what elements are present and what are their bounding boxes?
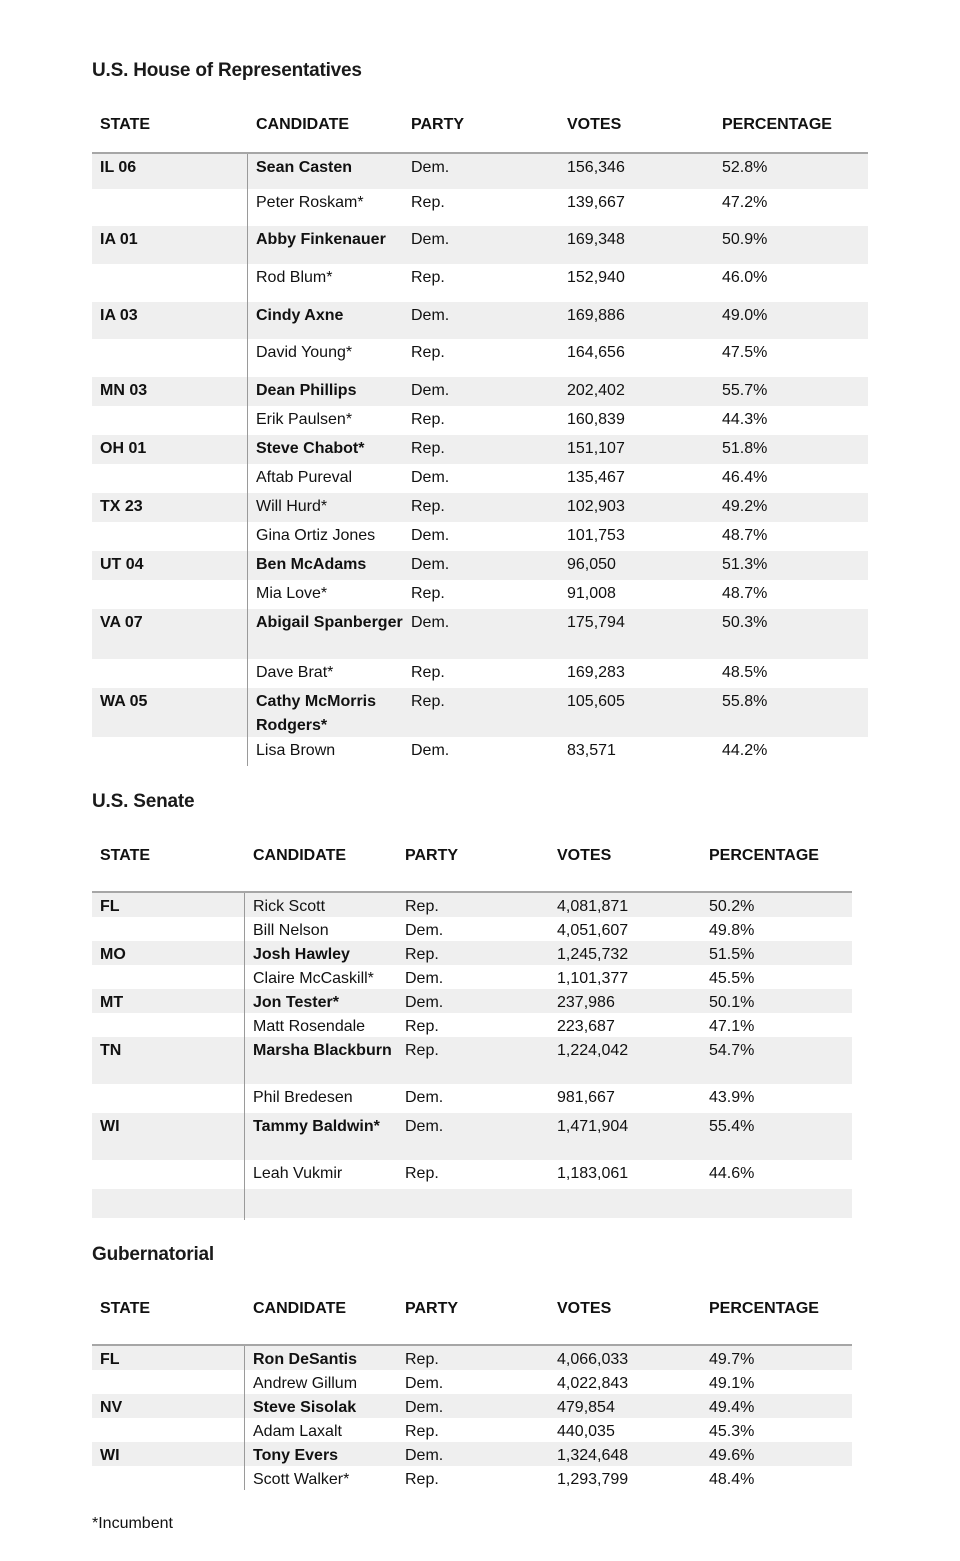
header-votes: VOTES [557,1300,612,1317]
party-cell: Rep. [405,946,439,963]
percentage-cell: 50.9% [722,231,768,248]
party-cell: Rep. [405,1018,439,1035]
party-cell: Rep. [405,1423,439,1440]
table-row [92,435,868,464]
candidate-cell: Josh Hawley [253,946,350,963]
percentage-cell: 54.7% [709,1042,755,1059]
candidate-cell: Adam Laxalt [253,1423,342,1440]
table-row [92,659,868,688]
votes-cell: 151,107 [567,440,625,457]
table-row [92,1418,852,1442]
votes-cell: 169,886 [567,307,625,324]
table-header [92,847,852,877]
percentage-cell: 50.2% [709,898,755,915]
header-candidate: CANDIDATE [256,116,350,133]
table-row [92,1370,852,1394]
column-divider [244,1346,245,1490]
header-percentage: PERCENTAGE [722,116,832,133]
candidate-cell: Dean Phillips [256,382,357,399]
percentage-cell: 50.1% [709,994,755,1011]
party-cell: Dem. [405,970,444,987]
votes-cell: 4,066,033 [557,1351,629,1368]
state-cell: IA 01 [100,231,138,248]
candidate-cell: Will Hurd* [256,498,328,515]
votes-cell: 479,854 [557,1399,615,1416]
candidate-cell: Marsha Blackburn [253,1042,392,1059]
candidate-cell: Andrew Gillum [253,1375,358,1392]
state-cell: IA 03 [100,307,138,324]
candidate-cell: Rod Blum* [256,269,333,286]
candidate-cell: Ron DeSantis [253,1351,358,1368]
party-cell: Dem. [411,307,450,324]
table-row [92,737,868,766]
senate-section-title: U.S. Senate [92,791,195,812]
header-state: STATE [100,1300,151,1317]
party-cell: Dem. [405,1447,444,1464]
candidate-cell: Scott Walker* [253,1471,350,1488]
votes-cell: 1,245,732 [557,946,629,963]
votes-cell: 164,656 [567,344,625,361]
state-cell: MN 03 [100,382,148,399]
party-cell: Dem. [405,1089,444,1106]
percentage-cell: 44.2% [722,742,768,759]
party-cell: Dem. [411,742,450,759]
state-cell: IL 06 [100,159,137,176]
party-cell: Rep. [405,1042,439,1059]
votes-cell: 1,471,904 [557,1118,629,1135]
header-votes: VOTES [567,116,622,133]
percentage-cell: 43.9% [709,1089,755,1106]
candidate-cell: Steve Chabot* [256,440,365,457]
percentage-cell: 51.5% [709,946,755,963]
header-candidate: CANDIDATE [253,847,347,864]
table-row [92,580,868,609]
table-row [92,339,868,377]
percentage-cell: 48.4% [709,1471,755,1488]
state-cell: OH 01 [100,440,147,457]
table-row [92,226,868,264]
votes-cell: 1,183,061 [557,1165,629,1182]
percentage-cell: 52.8% [722,159,768,176]
votes-cell: 4,022,843 [557,1375,629,1392]
column-divider [244,893,245,1220]
votes-cell: 223,687 [557,1018,615,1035]
party-cell: Dem. [411,527,450,544]
table-row [92,522,868,551]
party-cell: Rep. [405,898,439,915]
percentage-cell: 46.4% [722,469,768,486]
candidate-cell: Claire McCaskill* [253,970,374,987]
table-row [92,1346,852,1370]
percentage-cell: 47.1% [709,1018,755,1035]
percentage-cell: 49.1% [709,1375,755,1392]
candidate-cell: Sean Casten [256,159,353,176]
state-cell: VA 07 [100,614,143,631]
votes-cell: 1,224,042 [557,1042,629,1059]
table-row [92,1084,852,1113]
header-state: STATE [100,116,151,133]
percentage-cell: 51.3% [722,556,768,573]
votes-cell: 135,467 [567,469,625,486]
state-cell: NV [100,1399,123,1416]
state-cell: WI [100,1447,120,1464]
votes-cell: 1,101,377 [557,970,629,987]
percentage-cell: 49.7% [709,1351,755,1368]
candidate-cell: Rick Scott [253,898,326,915]
party-cell: Dem. [405,1399,444,1416]
party-cell: Dem. [411,382,450,399]
header-state: STATE [100,847,151,864]
column-divider [247,154,248,766]
party-cell: Rep. [411,664,445,681]
table-row [92,1442,852,1466]
percentage-cell: 55.7% [722,382,768,399]
header-votes: VOTES [557,847,612,864]
party-cell: Dem. [405,1118,444,1135]
candidate-cell: Phil Bredesen [253,1089,353,1106]
votes-cell: 1,293,799 [557,1471,629,1488]
header-percentage: PERCENTAGE [709,847,819,864]
votes-cell: 1,324,648 [557,1447,629,1464]
table-row [92,1013,852,1037]
candidate-cell: Cindy Axne [256,307,344,324]
votes-cell: 101,753 [567,527,625,544]
percentage-cell: 44.6% [709,1165,755,1182]
percentage-cell: 49.2% [722,498,768,515]
percentage-cell: 49.8% [709,922,755,939]
percentage-cell: 46.0% [722,269,768,286]
party-cell: Dem. [411,159,450,176]
party-cell: Rep. [411,411,445,428]
header-party: PARTY [411,116,465,133]
candidate-cell: Abby Finkenauer [256,231,386,248]
percentage-cell: 48.7% [722,527,768,544]
votes-cell: 981,667 [557,1089,615,1106]
table-row [92,377,868,406]
table-body [92,891,852,1220]
candidate-cell: Jon Tester* [253,994,339,1011]
percentage-cell: 49.6% [709,1447,755,1464]
percentage-cell: 49.0% [722,307,768,324]
party-cell: Rep. [411,440,445,457]
party-cell: Rep. [405,1471,439,1488]
candidate-cell: Aftab Pureval [256,469,353,486]
incumbent-footnote: *Incumbent [92,1515,173,1532]
table-row [92,965,852,989]
header-candidate: CANDIDATE [253,1300,347,1317]
party-cell: Dem. [411,469,450,486]
table-row [92,917,852,941]
table-header [92,116,868,146]
votes-cell: 169,348 [567,231,625,248]
state-cell: MT [100,994,124,1011]
candidate-cell: Lisa Brown [256,742,336,759]
votes-cell: 202,402 [567,382,625,399]
candidate-cell: Matt Rosendale [253,1018,366,1035]
party-cell: Dem. [411,231,450,248]
state-cell: UT 04 [100,556,144,573]
votes-cell: 139,667 [567,194,625,211]
governor-section-title: Gubernatorial [92,1244,214,1265]
table-row [92,989,852,1013]
percentage-cell: 47.2% [722,194,768,211]
table-row [92,464,868,493]
votes-cell: 102,903 [567,498,625,515]
percentage-cell: 47.5% [722,344,768,361]
candidate-cell: Mia Love* [256,585,328,602]
party-cell: Dem. [405,922,444,939]
party-cell: Rep. [405,1351,439,1368]
candidate-cell: Tammy Baldwin* [253,1118,380,1135]
table-row [92,154,868,189]
votes-cell: 160,839 [567,411,625,428]
votes-cell: 4,051,607 [557,922,629,939]
percentage-cell: 45.3% [709,1423,755,1440]
percentage-cell: 55.4% [709,1118,755,1135]
candidate-cell: Bill Nelson [253,922,329,939]
percentage-cell: 55.8% [722,693,768,710]
party-cell: Rep. [411,194,445,211]
table-row [92,302,868,339]
table-row [92,609,868,659]
party-cell: Rep. [411,344,445,361]
votes-cell: 91,008 [567,585,616,602]
votes-cell: 237,986 [557,994,615,1011]
state-cell: MO [100,946,126,963]
candidate-cell: Cathy McMorris Rodgers* [256,693,377,734]
candidate-cell: Erik Paulsen* [256,411,353,428]
table-row [92,406,868,435]
table-row [92,688,868,737]
state-cell: TN [100,1042,122,1059]
candidate-cell: David Young* [256,344,353,361]
candidate-cell: Gina Ortiz Jones [256,527,376,544]
table-body [92,152,868,766]
votes-cell: 175,794 [567,614,625,631]
party-cell: Rep. [405,1165,439,1182]
party-cell: Dem. [411,614,450,631]
table-row [92,493,868,522]
party-cell: Dem. [411,556,450,573]
header-party: PARTY [405,847,459,864]
table-row [92,941,852,965]
candidate-cell: Leah Vukmir [253,1165,343,1182]
votes-cell: 83,571 [567,742,616,759]
table-row [92,264,868,302]
percentage-cell: 48.7% [722,585,768,602]
house-section-title: U.S. House of Representatives [92,60,362,81]
party-cell: Rep. [411,269,445,286]
votes-cell: 169,283 [567,664,625,681]
percentage-cell: 51.8% [722,440,768,457]
candidate-cell: Peter Roskam* [256,194,364,211]
senate-results-table [92,847,852,1222]
table-row [92,551,868,580]
percentage-cell: 45.5% [709,970,755,987]
table-row [92,1113,852,1160]
table-body [92,1344,852,1490]
percentage-cell: 49.4% [709,1399,755,1416]
percentage-cell: 48.5% [722,664,768,681]
party-cell: Rep. [411,498,445,515]
votes-cell: 152,940 [567,269,625,286]
party-cell: Rep. [411,585,445,602]
state-cell: WA 05 [100,693,148,710]
gubernatorial-results-table [92,1300,852,1490]
votes-cell: 156,346 [567,159,625,176]
percentage-cell: 50.3% [722,614,768,631]
table-row [92,893,852,917]
votes-cell: 4,081,871 [557,898,629,915]
party-cell: Dem. [405,1375,444,1392]
state-cell: FL [100,1351,120,1368]
table-row [92,1189,852,1218]
candidate-cell: Ben McAdams [256,556,367,573]
table-header [92,1300,852,1330]
table-row [92,1037,852,1084]
votes-cell: 105,605 [567,693,625,710]
house-results-table [92,116,868,766]
candidate-cell: Abigail Spanberger [256,614,403,631]
candidate-cell: Tony Evers [253,1447,339,1464]
table-row [92,1394,852,1418]
candidate-cell: Steve Sisolak [253,1399,357,1416]
percentage-cell: 44.3% [722,411,768,428]
header-percentage: PERCENTAGE [709,1300,819,1317]
state-cell: FL [100,898,120,915]
header-party: PARTY [405,1300,459,1317]
table-row [92,189,868,226]
table-row [92,1466,852,1490]
state-cell: WI [100,1118,120,1135]
party-cell: Dem. [405,994,444,1011]
state-cell: TX 23 [100,498,143,515]
votes-cell: 440,035 [557,1423,615,1440]
votes-cell: 96,050 [567,556,616,573]
table-row [92,1160,852,1189]
party-cell: Rep. [411,693,445,710]
candidate-cell: Dave Brat* [256,664,334,681]
